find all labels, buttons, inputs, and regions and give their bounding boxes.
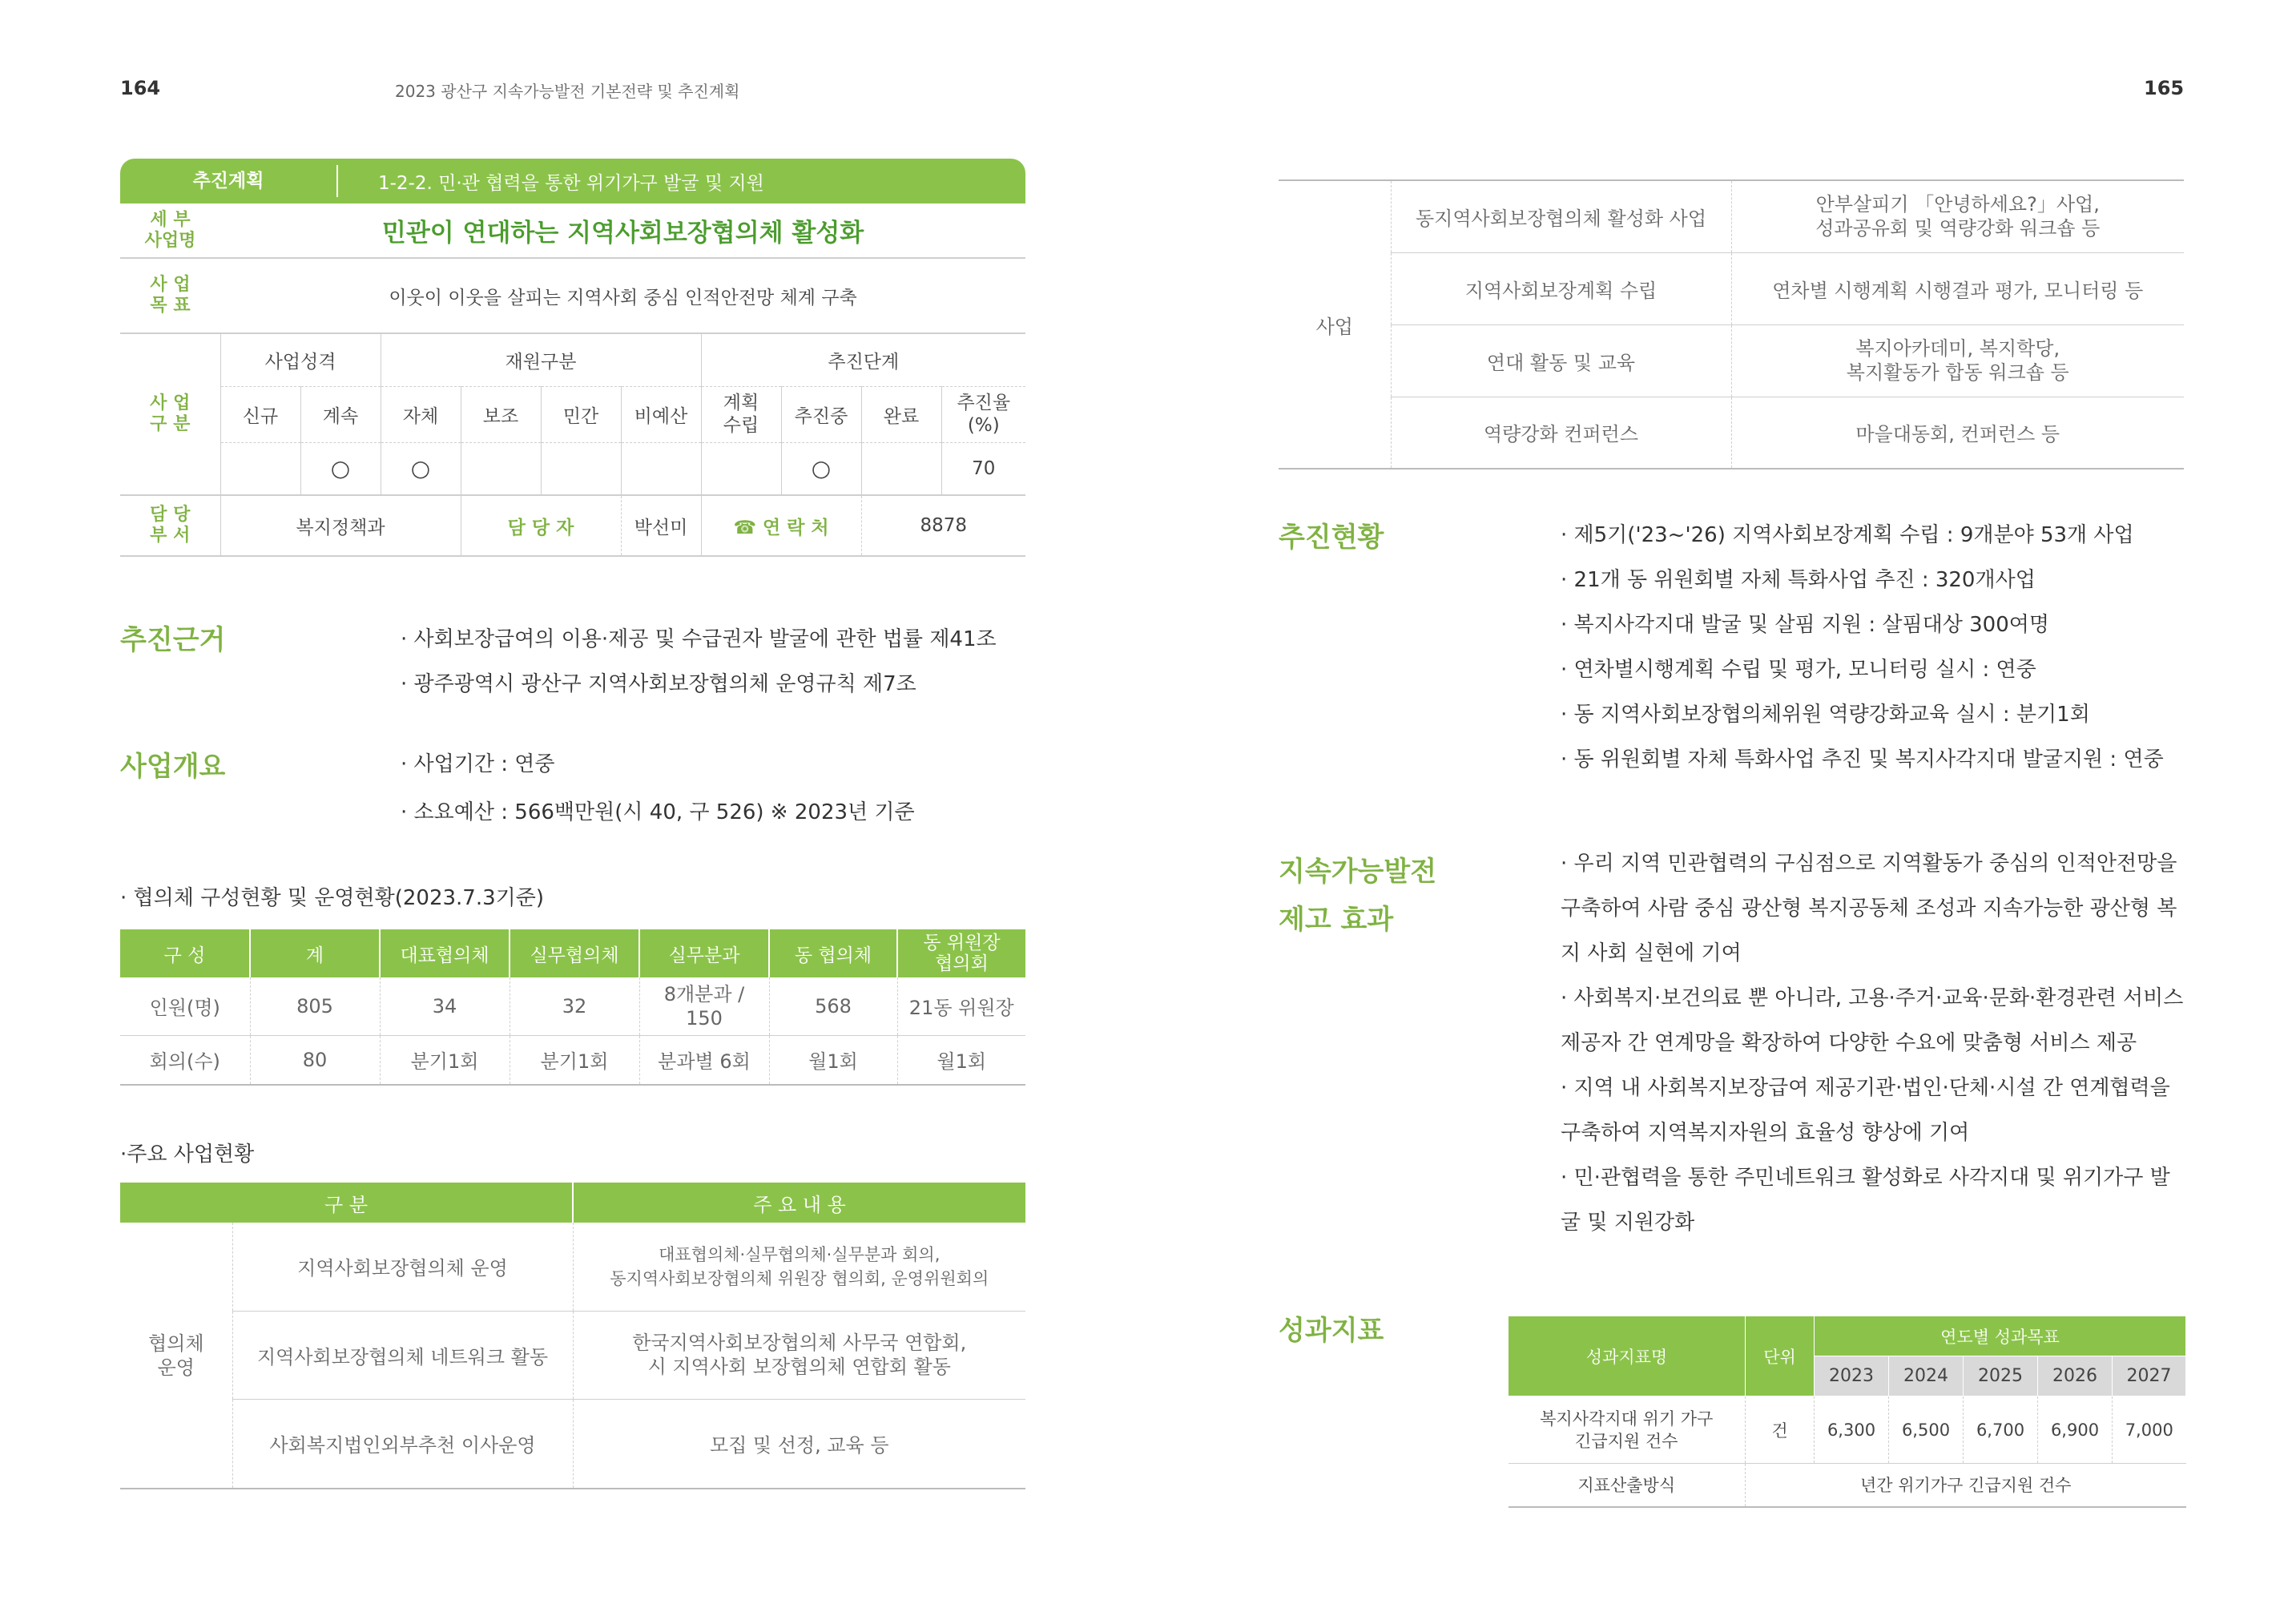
council-cell: 8개분과 / 150 [639, 977, 769, 1035]
sustainability-title-line: 지속가능발전 [1279, 856, 1437, 888]
council-caption: · 협의체 구성현황 및 운영현황(2023.7.3기준) [120, 886, 545, 910]
kpi-unit: 건 [1746, 1396, 1815, 1464]
council-header: 구 성 [120, 929, 250, 977]
business-cont-item: 동지역사회보장협의체 활성화 사업 [1391, 180, 1731, 252]
main-business-item: 사회복지법인외부추천 이사운영 [232, 1399, 573, 1489]
col-continue: 계속 [300, 386, 381, 442]
mark-new [220, 442, 300, 495]
sustainability-item: · 사회복지·보건의료 뿐 아니라, 고용·주거·교육·문화·환경관련 서비스 제공자 간 연계망을 확장하여 다양한 수요에 맞춤형 서비스 제공 [1561, 986, 2184, 1055]
sustainability-title-line: 제고 효과 [1279, 904, 1394, 936]
council-cell: 21동 위원장 [897, 977, 1025, 1035]
contact-value: 8878 [861, 495, 1025, 556]
main-business-content: 대표협의체·실무협의체·실무분과 회의, 동지역사회보장협의체 위원장 협의회, 운영위원회의 [573, 1223, 1025, 1311]
overview-title: 사업개요 [120, 751, 226, 783]
business-cont-item: 연대 활동 및 교육 [1391, 324, 1731, 397]
council-cell: 분과별 6회 [639, 1035, 769, 1085]
basis-list [401, 617, 997, 707]
main-business-item: 지역사회보장협의체 운영 [232, 1223, 573, 1311]
col-plan: 계획 수립 [701, 386, 781, 442]
main-business-content: 한국지역사회보장협의체 사무국 연합회, 시 지역사회 보장협의체 연합회 활동 [573, 1311, 1025, 1399]
council-header: 동 위원장 협의회 [897, 929, 1025, 977]
kpi-target: 6,500 [1889, 1396, 1964, 1464]
col-rate: 추진율 (%) [941, 386, 1025, 442]
basis-title: 추진근거 [120, 624, 226, 656]
kpi-year: 2023 [1815, 1356, 1889, 1396]
person-value: 박선미 [621, 495, 701, 556]
mark-nonbudget [621, 442, 701, 495]
col-new: 신규 [220, 386, 300, 442]
type-label: 사 업 구 분 [120, 333, 220, 495]
sustainability-item: · 우리 지역 민관협력의 구심점으로 지역활동가 중심의 인적안전망을 구축하여 사람 중심 광산형 복지공동체 조성과 지속가능한 광산형 복지 사회 실현에 기여 [1561, 852, 2177, 965]
dept-label: 담 당 부 서 [120, 495, 220, 556]
plan-body [120, 204, 1025, 557]
kpi-col-unit: 단위 [1746, 1316, 1815, 1396]
business-cont-table [1279, 179, 2184, 469]
plan-header-value: 1-2-2. 민·관 협력을 통한 위기가구 발굴 및 지원 [378, 172, 764, 194]
overview-item: · 소요예산 : 566백만원(시 40, 구 526) ※ 2023년 기준 [401, 800, 915, 824]
kpi-table [1508, 1316, 2186, 1508]
contact-label: ☎ 연 락 처 [701, 495, 861, 556]
goal-value: 이웃이 이웃을 살피는 지역사회 중심 인적안전망 체계 구축 [220, 258, 1025, 333]
mark-own: ○ [381, 442, 461, 495]
kpi-year: 2024 [1889, 1356, 1964, 1396]
overview-item: · 사업기간 : 연중 [401, 752, 555, 776]
main-business-item: 지역사회보장협의체 네트워크 활동 [232, 1311, 573, 1399]
main-business-caption: ·주요 사업현황 [120, 1142, 255, 1167]
mark-progress: ○ [781, 442, 861, 495]
kpi-target: 7,000 [2113, 1396, 2186, 1464]
kpi-target: 6,900 [2038, 1396, 2113, 1464]
business-cont-content: 복지아카데미, 복지학당, 복지활동가 합동 워크숍 등 [1731, 324, 2184, 397]
council-header: 대표협의체 [380, 929, 510, 977]
council-header: 동 협의체 [769, 929, 897, 977]
group-stage: 추진단계 [701, 333, 1025, 386]
council-cell: 인원(명) [120, 977, 250, 1035]
col-subsidy: 보조 [461, 386, 541, 442]
col-own: 자체 [381, 386, 461, 442]
council-cell: 분기1회 [510, 1035, 639, 1085]
mark-private [541, 442, 621, 495]
mark-rate: 70 [941, 442, 1025, 495]
kpi-col-name: 성과지표명 [1509, 1316, 1746, 1396]
progress-item: · 제5기('23~'26) 지역사회보장계획 수립 : 9개분야 53개 사업 [1561, 523, 2134, 547]
kpi-target: 6,300 [1815, 1396, 1889, 1464]
dept-value: 복지정책과 [220, 495, 461, 556]
goal-label: 사 업 목 표 [120, 258, 220, 333]
person-label: 담 당 자 [461, 495, 621, 556]
kpi-title: 성과지표 [1279, 1315, 1384, 1347]
detail-label: 세 부 사업명 [120, 204, 220, 258]
main-business-content: 모집 및 선정, 교육 등 [573, 1399, 1025, 1489]
col-private: 민간 [541, 386, 621, 442]
col-done: 완료 [861, 386, 941, 442]
sustainability-title [1279, 848, 1436, 944]
council-cell: 805 [250, 977, 380, 1035]
business-cont-group: 사업 [1279, 180, 1391, 469]
council-table [120, 929, 1025, 1086]
council-cell: 월1회 [769, 1035, 897, 1085]
left-page-number: 164 [120, 77, 161, 99]
business-cont-content: 안부살피기 「안녕하세요?」사업, 성과공유회 및 역량강화 워크숍 등 [1731, 180, 2184, 252]
business-cont-content: 연차별 시행계획 시행결과 평가, 모니터링 등 [1731, 252, 2184, 324]
basis-item: · 광주광역시 광산구 지역사회보장협의체 운영규칙 제7조 [401, 672, 916, 696]
kpi-col-group: 연도별 성과목표 [1815, 1316, 2186, 1356]
council-header: 계 [250, 929, 380, 977]
overview-list [401, 740, 915, 836]
council-cell: 568 [769, 977, 897, 1035]
detail-value: 민관이 연대하는 지역사회보장협의체 활성화 [220, 204, 1025, 258]
kpi-target: 6,700 [1964, 1396, 2038, 1464]
running-title: 2023 광산구 지속가능발전 기본전략 및 추진계획 [395, 82, 740, 101]
group-nature: 사업성격 [220, 333, 381, 386]
progress-item: · 연차별시행계획 수립 및 평가, 모니터링 실시 : 연중 [1561, 658, 2036, 682]
col-nonbudget: 비예산 [621, 386, 701, 442]
council-cell: 34 [380, 977, 510, 1035]
mark-plan [701, 442, 781, 495]
progress-item: · 동 지역사회보장협의체위원 역량강화교육 실시 : 분기1회 [1561, 703, 2090, 727]
col-progress: 추진중 [781, 386, 861, 442]
kpi-year: 2026 [2038, 1356, 2113, 1396]
main-business-table [120, 1183, 1025, 1489]
progress-item: · 21개 동 위원회별 자체 특화사업 추진 : 320개사업 [1561, 568, 2036, 592]
progress-item: · 복지사각지대 발굴 및 살핌 지원 : 살핌대상 300여명 [1561, 613, 2049, 637]
plan-table [120, 159, 1025, 557]
business-cont-item: 지역사회보장계획 수립 [1391, 252, 1731, 324]
group-funding: 재원구분 [381, 333, 701, 386]
plan-header-label: 추진계획 [120, 165, 338, 197]
main-business-header: 구 분 [120, 1183, 573, 1223]
kpi-indicator: 복지사각지대 위기 가구 긴급지원 건수 [1509, 1396, 1746, 1464]
council-cell: 분기1회 [380, 1035, 510, 1085]
business-cont-content: 마을대동회, 컨퍼런스 등 [1731, 397, 2184, 469]
council-cell: 회의(수) [120, 1035, 250, 1085]
mark-done [861, 442, 941, 495]
council-cell: 월1회 [897, 1035, 1025, 1085]
plan-header-bar [120, 159, 1025, 204]
council-cell: 32 [510, 977, 639, 1035]
progress-title: 추진현황 [1279, 522, 1384, 554]
kpi-year: 2025 [1964, 1356, 2038, 1396]
council-header: 실무분과 [639, 929, 769, 977]
mark-subsidy [461, 442, 541, 495]
kpi-year: 2027 [2113, 1356, 2186, 1396]
progress-item: · 동 위원회별 자체 특화사업 추진 및 복지사각지대 발굴지원 : 연중 [1561, 748, 2164, 772]
kpi-method-label: 지표산출방식 [1509, 1464, 1746, 1507]
right-page-number: 165 [2144, 77, 2185, 99]
sustainability-item: · 지역 내 사회복지보장급여 제공기관·법인·단체·시설 간 연계협력을 구축하여 지역복지자원의 효율성 향상에 기여 [1561, 1076, 2170, 1145]
council-cell: 80 [250, 1035, 380, 1085]
main-business-group: 협의체 운영 [120, 1223, 232, 1489]
mark-continue: ○ [300, 442, 381, 495]
sustainability-list [1561, 841, 2185, 1245]
basis-item: · 사회보장급여의 이용·제공 및 수급권자 발굴에 관한 법률 제41조 [401, 627, 997, 651]
business-cont-item: 역량강화 컨퍼런스 [1391, 397, 1731, 469]
main-business-header: 주 요 내 용 [573, 1183, 1025, 1223]
kpi-method-value: 년간 위기가구 긴급지원 건수 [1746, 1464, 2186, 1507]
sustainability-item: · 민·관협력을 통한 주민네트워크 활성화로 사각지대 및 위기가구 발굴 및 지원강화 [1561, 1166, 2170, 1235]
progress-list [1561, 513, 2164, 782]
council-header: 실무협의체 [510, 929, 639, 977]
